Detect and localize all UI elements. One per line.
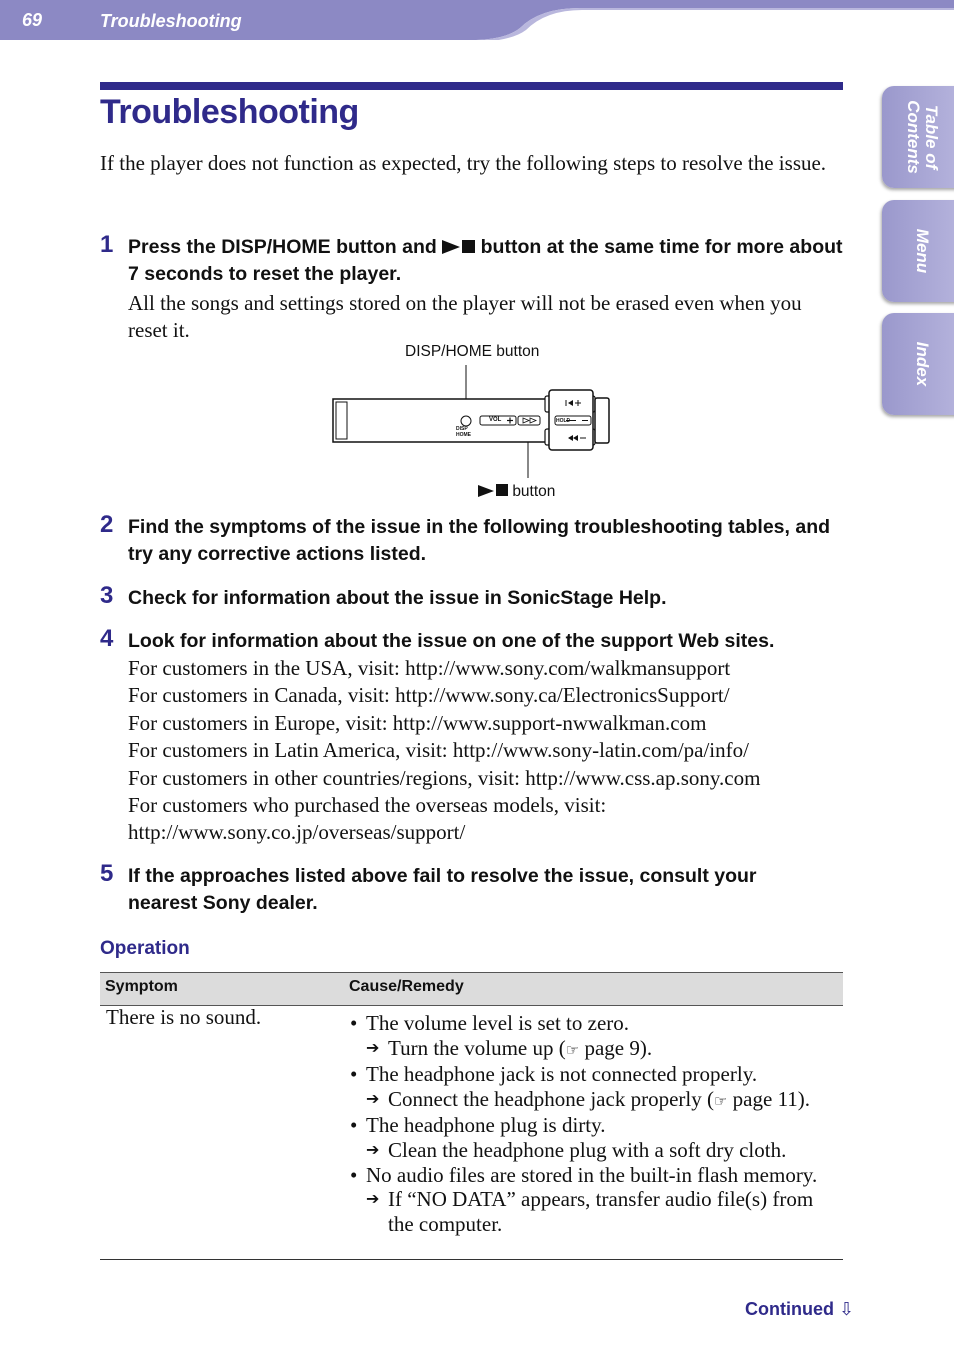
remedy-cell — [348, 1011, 843, 1236]
page-reference-icon: ☞ — [565, 1040, 580, 1059]
step-number: 1 — [100, 231, 114, 258]
step-number: 4 — [100, 625, 114, 652]
play-stop-icon — [442, 236, 475, 258]
remedy-text: Turn the volume up ( — [388, 1035, 566, 1060]
cause-item — [348, 1062, 843, 1087]
page-reference-icon: ☞ — [713, 1091, 728, 1110]
intro-text: If the player does not function as expected, try the following steps to resolve the issue. — [100, 151, 827, 175]
support-line: For customers in other countries/regions, visit: http://www.css.ap.sony.com — [128, 765, 761, 790]
play-stop-button-label — [478, 483, 555, 501]
bullet-icon: • — [350, 1162, 358, 1187]
bullet-icon: • — [350, 1011, 358, 1035]
page-title: Troubleshooting — [100, 93, 359, 131]
bullet-icon: • — [350, 1062, 358, 1087]
remedy-item — [348, 1087, 843, 1114]
step-heading: Look for information about the issue on one of the support Web sites. — [128, 630, 775, 652]
step-number: 5 — [100, 860, 114, 887]
tab-label: Menu — [913, 228, 932, 274]
remedy-item — [348, 1138, 843, 1163]
header-section-title: Troubleshooting — [100, 11, 242, 31]
tab-menu[interactable] — [882, 200, 954, 302]
remedy-text: Connect the headphone jack properly ( — [388, 1086, 714, 1111]
down-arrow-icon: ⇩ — [839, 1299, 855, 1320]
table-header — [100, 972, 843, 1006]
page-number: 69 — [22, 10, 43, 30]
remedy-item — [348, 1036, 843, 1063]
column-header-remedy: Cause/Remedy — [349, 978, 464, 995]
support-line: For customers who purchased the overseas models, visit: — [128, 793, 607, 818]
cause-item — [348, 1011, 843, 1036]
support-line: For customers in Europe, visit: http://www.support-nwwalkman.com — [128, 710, 707, 735]
device-disp-text: DISP — [456, 426, 468, 432]
player-illustration — [330, 338, 620, 508]
tab-index[interactable] — [882, 313, 954, 415]
arrow-icon: ➔ — [366, 1088, 380, 1108]
step-body: All the songs and settings stored on the player will not be erased even when you reset it. — [128, 291, 802, 343]
remedy-text: page 11). — [727, 1086, 811, 1111]
table-bottom-rule — [100, 1259, 843, 1260]
support-line: For customers in Canada, visit: http://www.sony.ca/ElectronicsSupport/ — [128, 683, 730, 708]
title-rule — [100, 82, 843, 90]
section-heading: Operation — [100, 938, 190, 959]
remedy-text: If “NO DATA” appears, transfer audio file(s) from the computer. — [388, 1187, 814, 1236]
symptom-cell: There is no sound. — [106, 1005, 262, 1029]
tab-table-of-contents[interactable] — [882, 86, 954, 188]
cause-text: The volume level is set to zero. — [366, 1011, 630, 1035]
step-heading: Check for information about the issue in SonicStage Help. — [128, 587, 667, 609]
step-number: 2 — [100, 511, 114, 538]
cause-text: The headphone jack is not connected properly. — [366, 1062, 758, 1087]
tab-label: Table of Contents — [904, 100, 941, 174]
step-heading — [128, 234, 848, 288]
remedy-item — [348, 1187, 843, 1236]
step-heading-part: button at the same time for more about 7 seconds to reset the player. — [128, 236, 843, 285]
support-line: For customers in the USA, visit: http://www.sony.com/walkmansupport — [128, 656, 731, 680]
cause-item — [348, 1163, 843, 1188]
play-stop-icon — [478, 483, 508, 500]
play-stop-label-text: button — [512, 483, 556, 500]
continued-link[interactable] — [745, 1299, 854, 1320]
step-heading-part: Press the DISP/HOME button and — [128, 236, 437, 258]
bullet-icon: • — [350, 1113, 358, 1138]
step-number: 3 — [100, 582, 114, 609]
arrow-icon: ➔ — [366, 1037, 380, 1057]
device-vol-text: VOL — [489, 417, 502, 423]
continued-text: Continued — [745, 1299, 834, 1319]
step-heading: Find the symptoms of the issue in the following troubleshooting tables, and try any corrective actions listed. — [128, 516, 831, 565]
cause-text: No audio files are stored in the built-in flash memory. — [366, 1162, 818, 1187]
support-line: For customers in Latin America, visit: http://www.sony-latin.com/pa/info/ — [128, 738, 749, 763]
arrow-icon: ➔ — [366, 1189, 380, 1209]
remedy-text: Clean the headphone plug with a soft dry cloth. — [388, 1137, 787, 1162]
disp-home-label: DISP/HOME button — [405, 343, 540, 360]
remedy-text: page 9). — [579, 1035, 653, 1060]
tab-label: Index — [913, 341, 932, 387]
device-home-text: HOME — [456, 432, 471, 438]
device-hold-text: HOLD — [556, 418, 571, 424]
device-diagram — [330, 338, 620, 508]
step-heading: If the approaches listed above fail to resolve the issue, consult your nearest Sony dealer. — [128, 865, 757, 914]
column-header-symptom: Symptom — [105, 978, 178, 995]
support-sites-list — [128, 655, 846, 847]
page-header — [0, 0, 954, 40]
cause-text: The headphone plug is dirty. — [366, 1113, 606, 1138]
cause-item — [348, 1113, 843, 1138]
support-line: http://www.sony.co.jp/overseas/support/ — [128, 820, 466, 845]
arrow-icon: ➔ — [366, 1139, 380, 1159]
